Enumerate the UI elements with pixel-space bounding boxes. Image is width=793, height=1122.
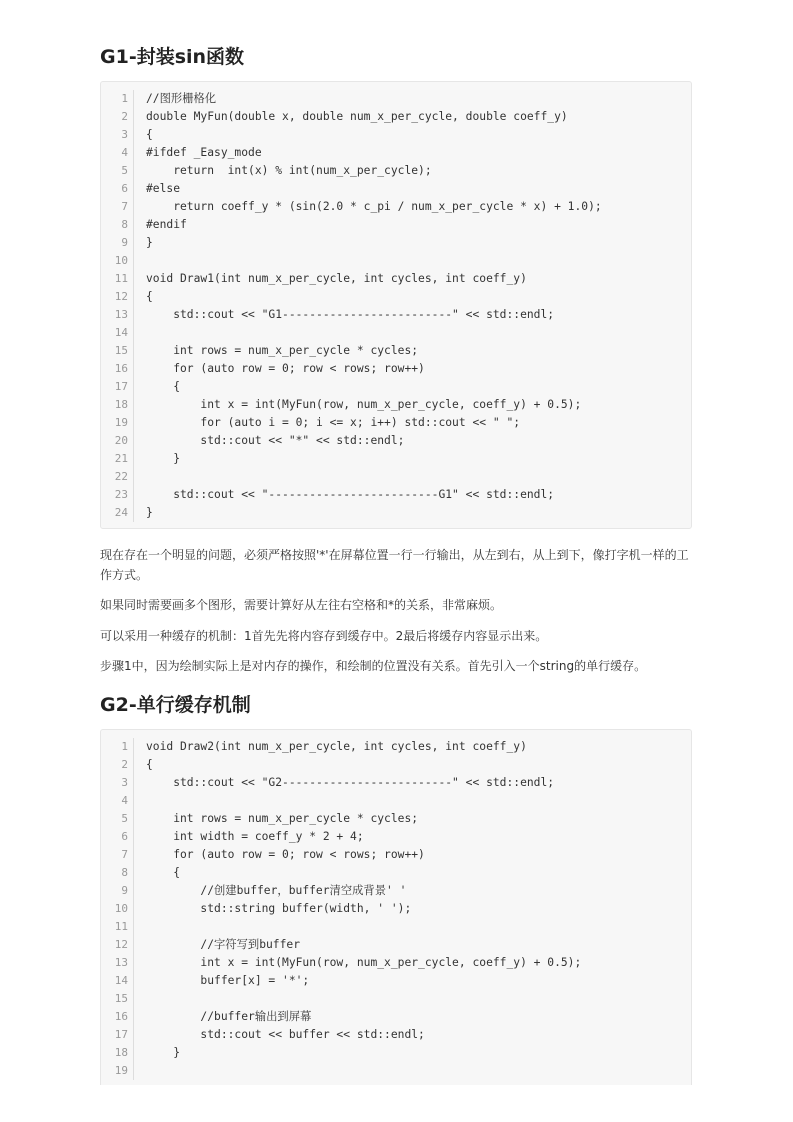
code-text: buffer[x] = '*'; xyxy=(146,974,310,987)
line-number: 21 xyxy=(101,450,134,468)
line-number: 23 xyxy=(101,486,134,504)
line-number: 11 xyxy=(101,918,134,936)
code-line xyxy=(101,918,691,936)
paragraph-step1: 步骤1中，因为绘制实际上是对内存的操作，和绘制的位置没有关系。首先引入一个string的单行缓存。 xyxy=(100,659,647,673)
code-line xyxy=(101,846,691,864)
line-number: 20 xyxy=(101,432,134,450)
code-text: double MyFun(double x, double num_x_per_cycle, double coeff_y) xyxy=(146,110,568,123)
code-text xyxy=(134,990,146,1008)
line-number: 19 xyxy=(101,1062,134,1080)
code-lines xyxy=(101,82,691,526)
code-block-g1 xyxy=(100,81,692,529)
line-number: 12 xyxy=(101,288,134,306)
code-text: std::cout << buffer << std::endl; xyxy=(146,1028,425,1041)
code-line xyxy=(101,936,691,954)
line-number: 11 xyxy=(101,270,134,288)
code-line xyxy=(101,234,691,252)
code-block-g2 xyxy=(100,729,692,1085)
code-line xyxy=(101,864,691,882)
line-number: 14 xyxy=(101,972,134,990)
line-number: 1 xyxy=(101,90,134,108)
line-number: 24 xyxy=(101,504,134,522)
code-line xyxy=(101,954,691,972)
line-number: 10 xyxy=(101,900,134,918)
code-text: } xyxy=(146,236,153,249)
code-line xyxy=(101,990,691,1008)
line-number: 18 xyxy=(101,1044,134,1062)
code-line xyxy=(101,432,691,450)
paragraph-multiple-shapes: 如果同时需要画多个图形，需要计算好从左往右空格和*的关系，非常麻烦。 xyxy=(100,598,503,612)
code-line xyxy=(101,252,691,270)
code-line xyxy=(101,468,691,486)
line-number: 2 xyxy=(101,756,134,774)
code-line xyxy=(101,324,691,342)
code-line xyxy=(101,972,691,990)
code-line xyxy=(101,810,691,828)
code-text: for (auto row = 0; row < rows; row++) xyxy=(146,362,425,375)
code-text: std::cout << "-------------------------G1" << std::endl; xyxy=(146,488,555,501)
code-line xyxy=(101,342,691,360)
code-text: //图形栅格化 xyxy=(146,92,217,105)
code-line xyxy=(101,450,691,468)
code-text: { xyxy=(146,128,153,141)
code-text xyxy=(134,792,146,810)
line-number: 9 xyxy=(101,234,134,252)
line-number: 5 xyxy=(101,810,134,828)
code-text: } xyxy=(146,1046,181,1059)
code-line xyxy=(101,828,691,846)
code-line xyxy=(101,738,691,756)
code-line xyxy=(101,108,691,126)
code-line xyxy=(101,306,691,324)
code-text: #ifdef _Easy_mode xyxy=(146,146,262,159)
code-text: std::string buffer(width, ' '); xyxy=(146,902,412,915)
code-line xyxy=(101,90,691,108)
code-text: int x = int(MyFun(row, num_x_per_cycle, coeff_y) + 0.5); xyxy=(146,398,582,411)
line-number: 1 xyxy=(101,738,134,756)
line-number: 16 xyxy=(101,360,134,378)
code-text: return int(x) % int(num_x_per_cycle); xyxy=(146,164,432,177)
code-text: for (auto i = 0; i <= x; i++) std::cout << " "; xyxy=(146,416,521,429)
code-text: { xyxy=(146,290,153,303)
line-number: 19 xyxy=(101,414,134,432)
line-number: 18 xyxy=(101,396,134,414)
code-line xyxy=(101,270,691,288)
code-text xyxy=(134,468,146,486)
line-number: 17 xyxy=(101,1026,134,1044)
code-text: #else xyxy=(146,182,181,195)
code-text xyxy=(134,1062,146,1080)
code-text: //buffer输出到屏幕 xyxy=(146,1010,312,1023)
paragraph-buffer-mechanism: 可以采用一种缓存的机制：1首先先将内容存到缓存中。2最后将缓存内容显示出来。 xyxy=(100,629,548,643)
line-number: 3 xyxy=(101,126,134,144)
code-line xyxy=(101,360,691,378)
code-line xyxy=(101,792,691,810)
line-number: 15 xyxy=(101,990,134,1008)
code-text: std::cout << "*" << std::endl; xyxy=(146,434,405,447)
code-line xyxy=(101,414,691,432)
code-text: int x = int(MyFun(row, num_x_per_cycle, coeff_y) + 0.5); xyxy=(146,956,582,969)
code-text: std::cout << "G2-------------------------" << std::endl; xyxy=(146,776,555,789)
code-text: void Draw1(int num_x_per_cycle, int cycles, int coeff_y) xyxy=(146,272,527,285)
line-number: 13 xyxy=(101,954,134,972)
section-title-g1: G1-封装sin函数 xyxy=(100,46,245,68)
code-line xyxy=(101,126,691,144)
code-text: { xyxy=(146,758,153,771)
code-text: for (auto row = 0; row < rows; row++) xyxy=(146,848,425,861)
code-lines xyxy=(101,730,691,1084)
code-text: int rows = num_x_per_cycle * cycles; xyxy=(146,812,419,825)
line-number: 10 xyxy=(101,252,134,270)
code-line xyxy=(101,900,691,918)
line-number: 3 xyxy=(101,774,134,792)
line-number: 6 xyxy=(101,180,134,198)
line-number: 7 xyxy=(101,198,134,216)
code-text: int width = coeff_y * 2 + 4; xyxy=(146,830,364,843)
code-line xyxy=(101,162,691,180)
line-number: 4 xyxy=(101,144,134,162)
code-line xyxy=(101,144,691,162)
paragraph-problem: 现在存在一个明显的问题，必须严格按照'*'在屏幕位置一行一行输出，从左到右，从上到下，像打字机一样的工作方式。 xyxy=(100,548,689,582)
code-text: void Draw2(int num_x_per_cycle, int cycles, int coeff_y) xyxy=(146,740,527,753)
code-text: { xyxy=(146,380,181,393)
code-line xyxy=(101,504,691,522)
code-text xyxy=(134,918,146,936)
line-number: 7 xyxy=(101,846,134,864)
code-text: #endif xyxy=(146,218,187,231)
code-text: } xyxy=(146,452,181,465)
line-number: 8 xyxy=(101,864,134,882)
code-line xyxy=(101,1062,691,1080)
code-line xyxy=(101,486,691,504)
line-number: 14 xyxy=(101,324,134,342)
code-line xyxy=(101,396,691,414)
code-text: } xyxy=(146,506,153,519)
code-line xyxy=(101,1026,691,1044)
code-line xyxy=(101,882,691,900)
code-text xyxy=(134,324,146,342)
code-line xyxy=(101,774,691,792)
code-line xyxy=(101,756,691,774)
line-number: 17 xyxy=(101,378,134,396)
line-number: 22 xyxy=(101,468,134,486)
code-text xyxy=(134,252,146,270)
code-line xyxy=(101,198,691,216)
line-number: 13 xyxy=(101,306,134,324)
line-number: 15 xyxy=(101,342,134,360)
code-line xyxy=(101,288,691,306)
code-text: int rows = num_x_per_cycle * cycles; xyxy=(146,344,419,357)
code-line xyxy=(101,180,691,198)
code-line xyxy=(101,216,691,234)
line-number: 6 xyxy=(101,828,134,846)
line-number: 16 xyxy=(101,1008,134,1026)
line-number: 9 xyxy=(101,882,134,900)
code-line xyxy=(101,1008,691,1026)
code-line xyxy=(101,1044,691,1062)
code-line xyxy=(101,378,691,396)
line-number: 5 xyxy=(101,162,134,180)
line-number: 8 xyxy=(101,216,134,234)
code-text: std::cout << "G1-------------------------" << std::endl; xyxy=(146,308,555,321)
line-number: 12 xyxy=(101,936,134,954)
line-number: 4 xyxy=(101,792,134,810)
code-text: return coeff_y * (sin(2.0 * c_pi / num_x_per_cycle * x) + 1.0); xyxy=(146,200,602,213)
section-title-g2: G2-单行缓存机制 xyxy=(100,694,251,716)
code-text: //字符写到buffer xyxy=(146,938,301,951)
code-text: //创建buffer，buffer清空成背景' ' xyxy=(146,884,407,897)
line-number: 2 xyxy=(101,108,134,126)
code-text: { xyxy=(146,866,181,879)
